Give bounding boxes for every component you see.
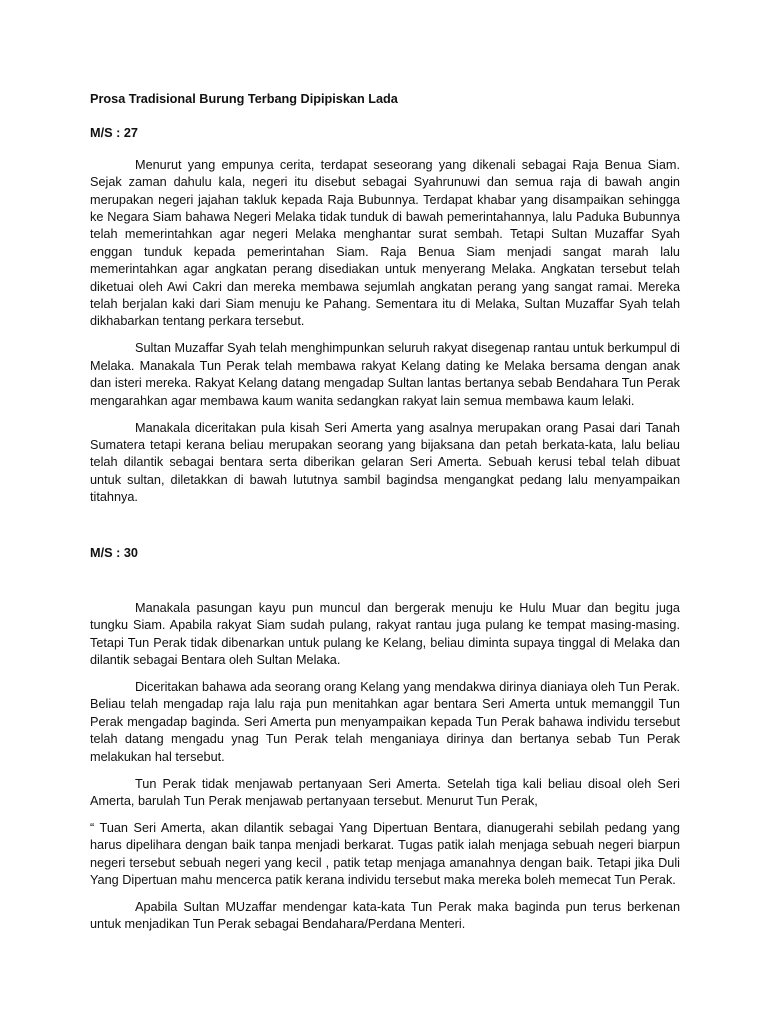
page-reference-heading: M/S : 27 (90, 126, 138, 141)
paragraph: Menurut yang empunya cerita, terdapat seseorang yang dikenali sebagai Raja Benua Siam. Sejak zaman dahulu kala, negeri itu disebut sebagai Syahrunuwi dan semua raja di bawah angin merupakan negeri jajahan takluk kepada Raja Bubunnya. Terdapat khabar yang disampaikan sehingga ke Negara Siam bahawa Negeri Melaka tidak tunduk di bawah pemerintahannya, lalu Paduka Bubunnya telah memerintahkan agar negeri Melaka menghantar surat sembah. Tetapi Sultan Muzaffar Syah enggan tunduk kepada pemerintahan Siam. Raja Benua Siam menjadi sangat marah lalu memerintahkan agar angkatan perang disediakan untuk menyerang Melaka. Angkatan tersebut telah diketuai oleh Awi Cakri dan mereka membawa sejumlah angkatan perang yang sangat ramai. Mereka telah berjalan kaki dari Siam menuju ke Pahang. Sementara itu di Melaka, Sultan Muzaffar Syah telah dikhabarkan tentang perkara tersebut. (90, 157, 680, 329)
paragraph: Manakala pasungan kayu pun muncul dan bergerak menuju ke Hulu Muar dan begitu juga tungku Siam. Apabila rakyat Siam sudah pulang, rakyat rantau juga pulang ke tempat masing-masing. Tetapi Tun Perak tidak dibenarkan untuk pulang ke Kelang, beliau diminta supaya tinggal di Melaka dan dilantik sebagai Bentara oleh Sultan Melaka. (90, 600, 680, 668)
paragraph: Manakala diceritakan pula kisah Seri Amerta yang asalnya merupakan orang Pasai dari Tanah Sumatera tetapi kerana beliau merupakan seorang yang bijaksana dan petah berkata-kata, lalu beliau telah dilantik sebagai bentara serta diberikan gelaran Seri Amerta. Sebuah kerusi tebal telah dibuat untuk sultan, diletakkan di bawah lututnya sambil bagindsa mengangkat pedang lalu menyampaikan titahnya. (90, 420, 680, 505)
paragraph: Sultan Muzaffar Syah telah menghimpunkan seluruh rakyat disegenap rantau untuk berkumpul di Melaka. Manakala Tun Perak telah membawa rakyat Kelang dating ke Melaka bersama dengan anak dan isteri mereka. Rakyat Kelang datang mengadap Sultan lantas bertanya sebab Bendahara Tun Perak mengarahkan agar membawa kaum wanita sedangkan rakyat lain semua membawa kaum lelaki. (90, 341, 680, 408)
quoted-speech: “ Tuan Seri Amerta, akan dilantik sebagai Yang Dipertuan Bentara, dianugerahi sebilah pedang yang harus dipelihara dengan baik tanpa menjadi berkarat. Tugas patik ialah menjaga sebuah negeri biarpun negeri tersebut sebuah negeri yang kecil , patik tetap menjaga amanahnya dengan baik. Tetapi jika Duli Yang Dipertuan mahu mencerca patik kerana individu tersebut maka mereka boleh memecat Tun Perak. (90, 820, 680, 888)
paragraph: Tun Perak tidak menjawab pertanyaan Seri Amerta. Setelah tiga kali beliau disoal oleh Seri Amerta, barulah Tun Perak menjawab pertanyaan tersebut. Menurut Tun Perak, (90, 776, 680, 808)
paragraph: Apabila Sultan MUzaffar mendengar kata-kata Tun Perak maka baginda pun terus berkenan untuk menjadikan Tun Perak sebagai Bendahara/Perdana Menteri. (90, 900, 680, 932)
paragraph: Diceritakan bahawa ada seorang orang Kelang yang mendakwa dirinya dianiaya oleh Tun Perak. Beliau telah mengadap raja lalu raja pun menitahkan agar bentara Seri Amerta untuk memanggil Tun Perak mengadap baginda. Seri Amerta pun menyampaikan kepada Tun Perak bahawa individu tersebut telah datang mengadu ynag Tun Perak telah menganiaya dirinya dan bertanya sebab Tun Perak melakukan hal tersebut. (90, 680, 680, 764)
page-reference-heading: M/S : 30 (90, 545, 138, 560)
document-title: Prosa Tradisional Burung Terbang Dipipiskan Lada (90, 92, 398, 106)
